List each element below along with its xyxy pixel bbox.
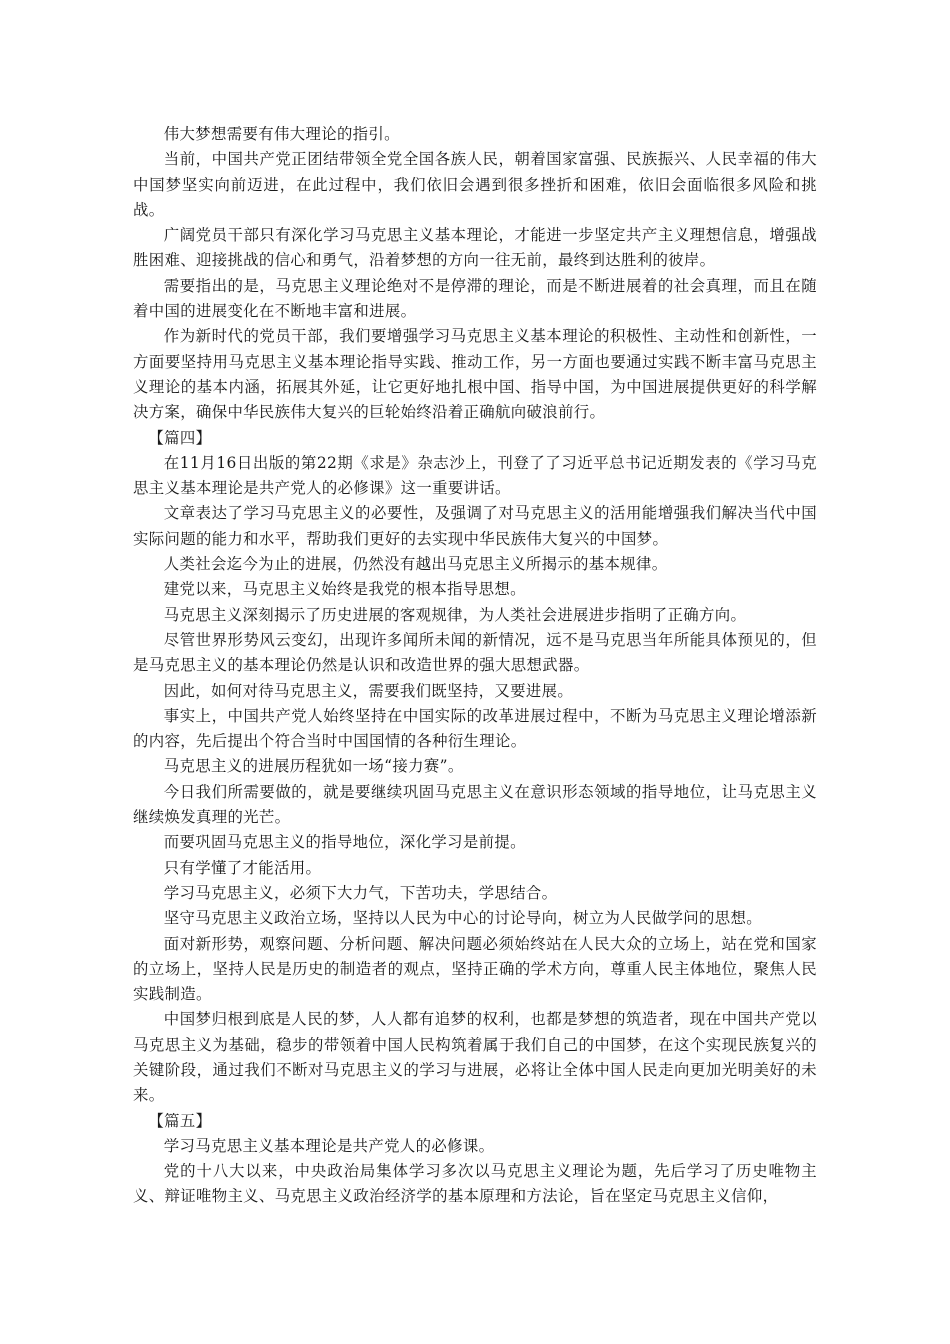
paragraph: 中国梦归根到底是人民的梦，人人都有追梦的权利，也都是梦想的筑造者，现在中国共产党以马克思主义为基础，稳步的带领着中国人民构筑着属于我们自己的中国梦，在这个实现民族复兴的关键阶段，通过我们不断对马克思主义的学习与进展，必将让全体中国人民走向更加光明美好的未来。	[133, 1010, 817, 1105]
paragraph: 而要巩固马克思主义的指导地位，深化学习是前提。	[163, 833, 526, 852]
paragraph: 党的十八大以来，中央政治局集体学习多次以马克思主义理论为题，先后学习了历史唯物主义、辩证唯物主义、马克思主义政治经济学的基本原理和方法论，旨在坚定马克思主义信仰，	[133, 1162, 817, 1206]
paragraph: 尽管世界形势风云变幻，出现许多闻所未闻的新情况，远不是马克思当年所能具体预见的，但是马克思主义的基本理论仍然是认识和改造世界的强大思想武器。	[133, 630, 817, 675]
paragraph: 坚守马克思主义政治立场，坚持以人民为中心的讨论导向，树立为人民做学问的思想。	[163, 909, 762, 928]
paragraph: 需要指出的是，马克思主义理论绝对不是停滞的理论，而是不断进展着的社会真理，而且在随着中国的进展变化在不断地丰富和进展。	[133, 276, 817, 321]
paragraph: 广阔党员干部只有深化学习马克思主义基本理论，才能进一步坚定共产主义理想信息，增强战胜困难、迎接挑战的信心和勇气，沿着梦想的方向一往无前，最终到达胜利的彼岸。	[133, 226, 817, 270]
paragraph: 今日我们所需要做的，就是要继续巩固马克思主义在意识形态领域的指导地位，让马克思主义继续焕发真理的光芒。	[133, 782, 817, 827]
paragraph: 当前，中国共产党正团结带领全党全国各族人民，朝着国家富强、民族振兴、人民幸福的伟大中国梦坚实向前迈进，在此过程中，我们依旧会遇到很多挫折和困难，依旧会面临很多风险和挑战。	[133, 150, 817, 219]
document-body	[133, 122, 817, 1210]
paragraph: 在11月16日出版的第22期《求是》杂志沙上，刊登了了习近平总书记近期发表的《学习马克思主义基本理论是共产党人的必修课》这一重要讲话。	[133, 453, 817, 498]
paragraph: 建党以来，马克思主义始终是我党的根本指导思想。	[163, 580, 526, 599]
paragraph: 人类社会迄今为止的进展，仍然没有越出马克思主义所揭示的基本规律。	[163, 555, 668, 574]
paragraph: 学习马克思主义，必须下大力气，下苦功夫，学思结合。	[163, 883, 558, 902]
paragraph: 因此，如何对待马克思主义，需要我们既坚持，又要进展。	[163, 681, 574, 700]
section-heading: 【篇四】	[148, 428, 212, 447]
paragraph: 伟大梦想需要有伟大理论的指引。	[163, 125, 400, 143]
paragraph: 事实上，中国共产党人始终坚持在中国实际的改革进展过程中，不断为马克思主义理论增添新的内容，先后提出个符合当时中国国情的各种衍生理论。	[133, 706, 817, 751]
paragraph: 只有学懂了才能活用。	[163, 858, 322, 877]
paragraph: 马克思主义的进展历程犹如一场“接力赛”。	[163, 757, 464, 776]
paragraph: 马克思主义深刻揭示了历史进展的客观规律，为人类社会进展进步指明了正确方向。	[163, 605, 747, 624]
paragraph: 文章表达了学习马克思主义的必要性，及强调了对马克思主义的活用能增强我们解决当代中国实际问题的能力和水平，帮助我们更好的去实现中华民族伟大复兴的中国梦。	[133, 504, 817, 548]
paragraph: 作为新时代的党员干部，我们要增强学习马克思主义基本理论的积极性、主动性和创新性，一方面要坚持用马克思主义基本理论指导实践、推动工作，另一方面也要通过实践不断丰富马克思主义理论的基本内涵，拓展其外延，让它更好地扎根中国、指导中国，为中国进展提供更好的科学解决方案，确保中华民族伟大复兴的巨轮始终沿着正确航向破浪前行。	[133, 327, 817, 422]
section-heading: 【篇五】	[148, 1111, 212, 1130]
paragraph: 面对新形势，观察问题、分析问题、解决问题必须始终站在人民大众的立场上，站在党和国家的立场上，坚持人民是历史的制造者的观点，坚持正确的学术方向，尊重人民主体地位，聚焦人民实践制造。	[133, 934, 817, 1004]
paragraph: 学习马克思主义基本理论是共产党人的必修课。	[163, 1136, 495, 1155]
